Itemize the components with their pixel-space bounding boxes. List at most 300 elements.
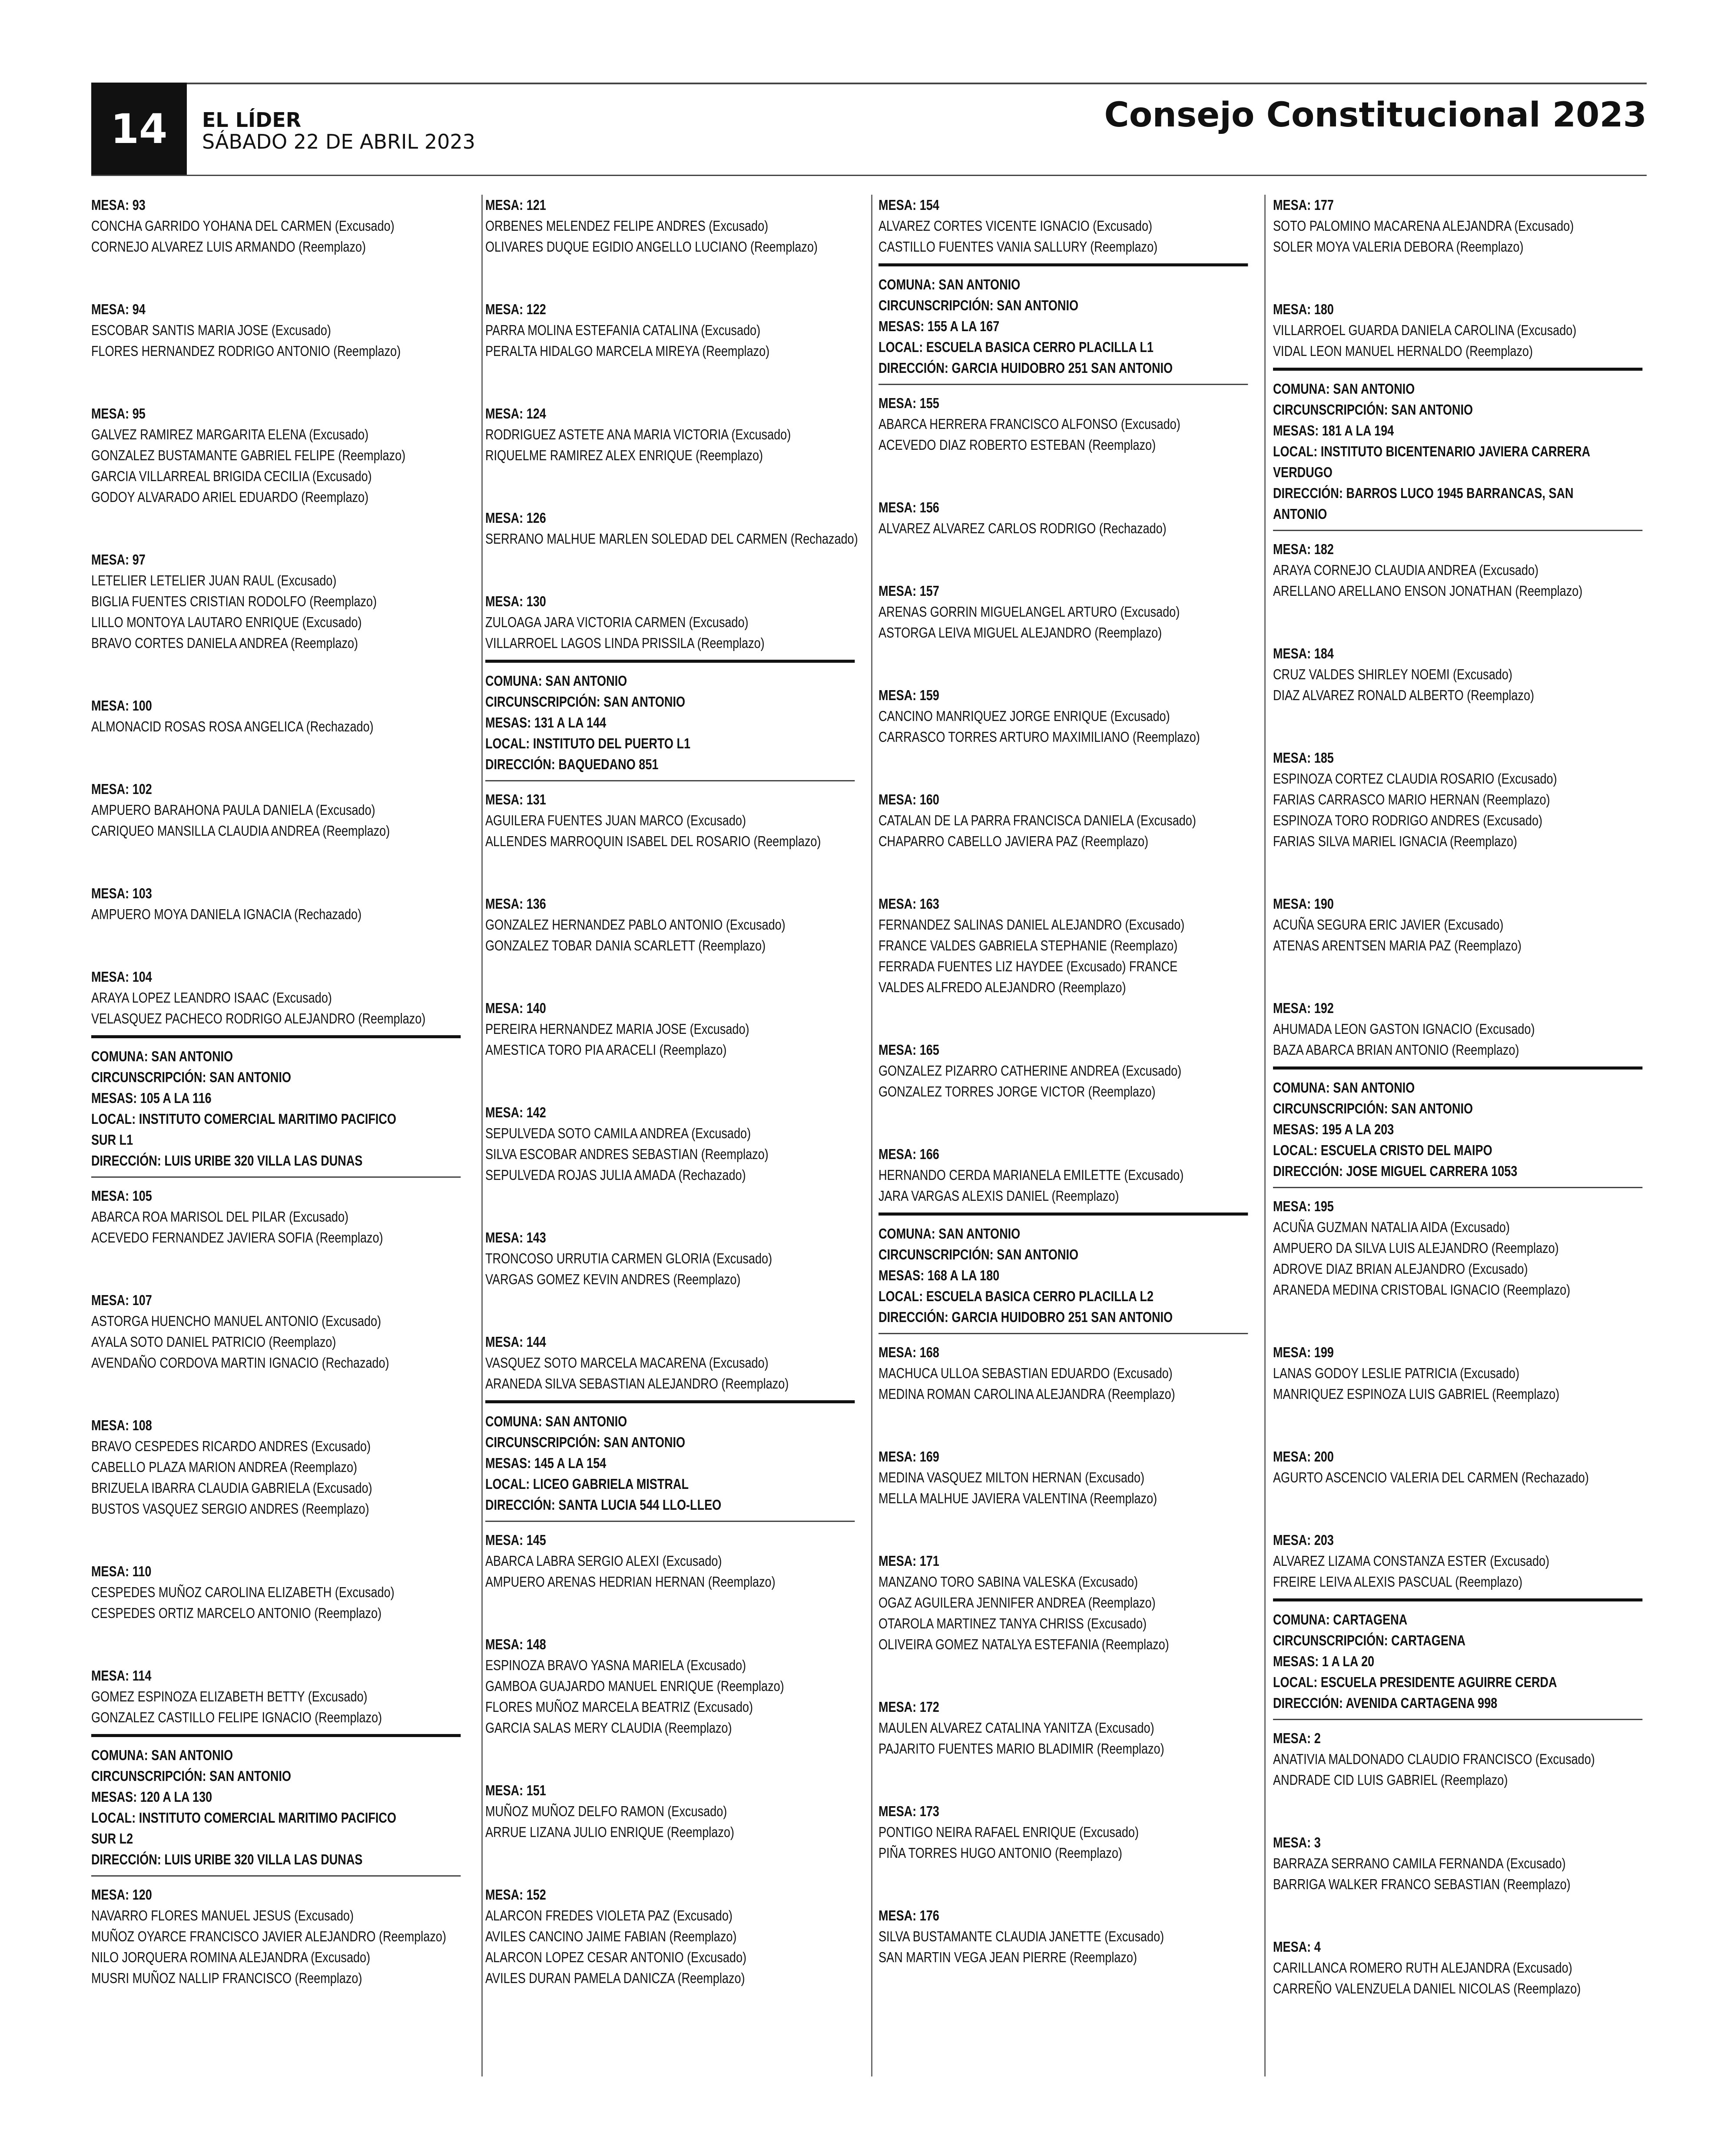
- mesa-label: MESA: 144: [485, 1334, 546, 1350]
- spacer: [91, 257, 394, 299]
- member-name: ARANEDA MEDINA CRISTOBAL IGNACIO (Reemplazo): [1273, 1282, 1571, 1298]
- venue-line: CIRCUNSCRIPCIÓN: SAN ANTONIO: [879, 297, 1079, 313]
- member-name: FERRADA FUENTES LIZ HAYDEE (Excusado) FRANCE: [879, 958, 1178, 974]
- spacer: [879, 998, 1181, 1040]
- venue-line: LOCAL: INSTITUTO DEL PUERTO L1: [485, 735, 691, 751]
- member-name: AGUILERA FUENTES JUAN MARCO (Excusado): [485, 812, 746, 828]
- member-name: PAJARITO FUENTES MARIO BLADIMIR (Reemplazo): [879, 1741, 1164, 1757]
- mesa-label: MESA: 163: [879, 896, 939, 912]
- mesa-label: MESA: 177: [1273, 197, 1334, 213]
- member-name: LANAS GODOY LESLIE PATRICIA (Excusado): [1273, 1365, 1519, 1381]
- member-name: GARCIA VILLARREAL BRIGIDA CECILIA (Excusado): [91, 468, 372, 484]
- venue-line: DIRECCIÓN: SANTA LUCIA 544 LLO-LLEO: [485, 1497, 722, 1513]
- spacer: [485, 362, 788, 403]
- spacer: [879, 1864, 1181, 1905]
- publication-date: SÁBADO 22 DE ABRIL 2023: [202, 130, 475, 153]
- spacer: [485, 1060, 788, 1102]
- member-name: ACEVEDO FERNANDEZ JAVIERA SOFIA (Reemplazo): [91, 1229, 383, 1246]
- member-name: AMPUERO DA SILVA LUIS ALEJANDRO (Reemplazo): [1273, 1240, 1559, 1256]
- member-name: ARAYA CORNEJO CLAUDIA ANDREA (Excusado): [1273, 562, 1539, 578]
- member-name: GONZALEZ PIZARRO CATHERINE ANDREA (Excusado): [879, 1063, 1182, 1079]
- member-name: ORBENES MELENDEZ FELIPE ANDRES (Excusado): [485, 218, 769, 234]
- mesa-block: [91, 403, 406, 508]
- member-name: ALMONACID ROSAS ROSA ANGELICA (Rechazado): [91, 718, 374, 734]
- venue-line: MESAS: 195 A LA 203: [1273, 1121, 1394, 1137]
- mesa-block: [91, 1561, 394, 1624]
- member-name: GONZALEZ BUSTAMANTE GABRIEL FELIPE (Reemplazo): [91, 447, 406, 463]
- mesa-block: [879, 393, 1181, 455]
- member-name: VALDES ALFREDO ALEJANDRO (Reemplazo): [879, 979, 1126, 995]
- member-name: GARCIA SALAS MERY CLAUDIA (Reemplazo): [485, 1720, 732, 1736]
- mesa-block: [485, 508, 858, 549]
- venue-line: COMUNA: SAN ANTONIO: [879, 276, 1021, 292]
- mesa-label: MESA: 95: [91, 405, 146, 422]
- venue-rule: [1273, 530, 1642, 531]
- spacer: [485, 257, 788, 299]
- spacer: [485, 1843, 788, 1884]
- venue-line: COMUNA: SAN ANTONIO: [485, 1413, 627, 1429]
- member-name: GODOY ALVARADO ARIEL EDUARDO (Reemplazo): [91, 489, 369, 505]
- venue-line: COMUNA: SAN ANTONIO: [879, 1226, 1021, 1242]
- page-header: [91, 83, 1647, 176]
- member-name: SEPULVEDA ROJAS JULIA AMADA (Rechazado): [485, 1167, 746, 1183]
- member-name: BIGLIA FUENTES CRISTIAN RODOLFO (Reemplazo): [91, 593, 377, 609]
- section-rule: [485, 1400, 855, 1403]
- spacer: [485, 1290, 788, 1332]
- member-name: ABARCA HERRERA FRANCISCO ALFONSO (Excusado): [879, 416, 1180, 432]
- mesa-block: [91, 1186, 394, 1248]
- member-name: BRAVO CORTES DANIELA ANDREA (Reemplazo): [91, 635, 358, 651]
- venue-header: [879, 274, 1181, 379]
- mesa-block: [1273, 747, 1576, 852]
- member-name: CESPEDES MUÑOZ CAROLINA ELIZABETH (Excusado): [91, 1584, 395, 1600]
- venue-line: MESAS: 155 A LA 167: [879, 318, 1000, 334]
- member-name: CANCINO MANRIQUEZ JORGE ENRIQUE (Excusado): [879, 708, 1170, 724]
- member-name: ESPINOZA CORTEZ CLAUDIA ROSARIO (Excusado): [1273, 771, 1557, 787]
- mesa-label: MESA: 173: [879, 1803, 939, 1819]
- spacer: [91, 737, 394, 779]
- member-name: ALVAREZ CORTES VICENTE IGNACIO (Excusado): [879, 218, 1153, 234]
- mesa-block: [91, 1665, 394, 1728]
- member-name: LETELIER LETELIER JUAN RAUL (Excusado): [91, 572, 337, 588]
- member-name: BUSTOS VASQUEZ SERGIO ANDRES (Reemplazo): [91, 1501, 369, 1517]
- spacer: [1273, 706, 1576, 747]
- section-rule: [485, 660, 855, 663]
- spacer: [879, 643, 1181, 685]
- mesa-block: [1273, 1196, 1576, 1300]
- member-name: SEPULVEDA SOTO CAMILA ANDREA (Excusado): [485, 1125, 751, 1141]
- member-name: GAMBOA GUAJARDO MANUEL ENRIQUE (Reemplazo): [485, 1678, 784, 1694]
- member-name: MUSRI MUÑOZ NALLIP FRANCISCO (Reemplazo): [91, 1970, 362, 1986]
- section-rule: [91, 1734, 461, 1737]
- mesa-label: MESA: 190: [1273, 896, 1334, 912]
- member-name: AMPUERO BARAHONA PAULA DANIELA (Excusado): [91, 802, 375, 818]
- mesa-label: MESA: 152: [485, 1887, 546, 1903]
- member-name: ABARCA LABRA SERGIO ALEXI (Excusado): [485, 1553, 722, 1569]
- venue-line: CIRCUNSCRIPCIÓN: SAN ANTONIO: [485, 694, 686, 710]
- member-name: FREIRE LEIVA ALEXIS PASCUAL (Reemplazo): [1273, 1574, 1522, 1590]
- spacer: [91, 1519, 394, 1561]
- mesa-label: MESA: 107: [91, 1292, 152, 1308]
- spacer: [1273, 601, 1576, 643]
- column-4-flow: [1273, 195, 1595, 1999]
- spacer: [1273, 1300, 1576, 1342]
- mesa-label: MESA: 122: [485, 301, 546, 317]
- member-name: ACEVEDO DIAZ ROBERTO ESTEBAN (Reemplazo): [879, 437, 1156, 453]
- venue-header: [1273, 1077, 1576, 1182]
- mesa-label: MESA: 104: [91, 969, 152, 985]
- venue-line: DIRECCIÓN: GARCIA HUIDOBRO 251 SAN ANTONIO: [879, 1309, 1173, 1325]
- member-name: GONZALEZ HERNANDEZ PABLO ANTONIO (Excusado): [485, 917, 786, 933]
- mesa-label: MESA: 130: [485, 593, 546, 609]
- member-name: HERNANDO CERDA MARIANELA EMILETTE (Excusado): [879, 1167, 1184, 1183]
- mesa-label: MESA: 94: [91, 301, 146, 317]
- section-rule: [1273, 1598, 1642, 1601]
- mesa-block: [1273, 539, 1583, 601]
- venue-line: MESAS: 105 A LA 116: [91, 1090, 212, 1106]
- member-name: ASTORGA LEIVA MIGUEL ALEJANDRO (Reemplazo): [879, 625, 1162, 641]
- member-name: GOMEZ ESPINOZA ELIZABETH BETTY (Excusado): [91, 1688, 368, 1704]
- mesa-label: MESA: 160: [879, 791, 939, 807]
- venue-line: COMUNA: SAN ANTONIO: [91, 1048, 233, 1064]
- mesa-block: [1273, 299, 1576, 362]
- member-name: PONTIGO NEIRA RAFAEL ENRIQUE (Excusado): [879, 1824, 1139, 1840]
- mesa-block: [1273, 1832, 1576, 1895]
- member-name: ARRUE LIZANA JULIO ENRIQUE (Reemplazo): [485, 1824, 734, 1840]
- newspaper-brand: EL LÍDER: [202, 108, 302, 132]
- member-name: MEDINA VASQUEZ MILTON HERNAN (Excusado): [879, 1469, 1144, 1485]
- mesa-label: MESA: 145: [485, 1532, 546, 1548]
- mesa-block: [879, 685, 1200, 747]
- member-name: BARRIGA WALKER FRANCO SEBASTIAN (Reemplazo): [1273, 1876, 1571, 1892]
- spacer: [879, 747, 1181, 789]
- venue-rule: [485, 780, 855, 781]
- spacer: [879, 539, 1181, 581]
- member-name: CORNEJO ALVAREZ LUIS ARMANDO (Reemplazo): [91, 239, 366, 255]
- member-name: CARREÑO VALENZUELA DANIEL NICOLAS (Reemplazo): [1273, 1980, 1581, 1997]
- mesa-label: MESA: 151: [485, 1782, 546, 1798]
- member-name: OGAZ AGUILERA JENNIFER ANDREA (Reemplazo): [879, 1595, 1156, 1611]
- member-name: OTAROLA MARTINEZ TANYA CHRISS (Excusado): [879, 1615, 1147, 1631]
- venue-line: SUR L2: [91, 1830, 133, 1847]
- member-name: DIAZ ALVAREZ RONALD ALBERTO (Reemplazo): [1273, 687, 1535, 703]
- member-name: MANRIQUEZ ESPINOZA LUIS GABRIEL (Reemplazo): [1273, 1386, 1560, 1402]
- venue-line: DIRECCIÓN: LUIS URIBE 320 VILLA LAS DUNAS: [91, 1153, 363, 1169]
- venue-rule: [879, 1333, 1248, 1334]
- member-name: BAZA ABARCA BRIAN ANTONIO (Reemplazo): [1273, 1042, 1519, 1058]
- member-name: PIÑA TORRES HUGO ANTONIO (Reemplazo): [879, 1845, 1122, 1861]
- spacer: [485, 852, 788, 894]
- member-name: NAVARRO FLORES MANUEL JESUS (Excusado): [91, 1907, 354, 1923]
- mesa-block: [879, 1040, 1181, 1102]
- member-name: ALVAREZ ALVAREZ CARLOS RODRIGO (Rechazado): [879, 520, 1167, 536]
- mesa-label: MESA: 192: [1273, 1000, 1334, 1016]
- mesa-block: [1273, 1728, 1595, 1791]
- member-name: GONZALEZ TORRES JORGE VICTOR (Reemplazo): [879, 1083, 1156, 1100]
- mesa-block: [879, 894, 1185, 998]
- member-name: ALVAREZ LIZAMA CONSTANZA ESTER (Excusado): [1273, 1553, 1550, 1569]
- spacer: [879, 852, 1181, 894]
- member-name: PEREIRA HERNANDEZ MARIA JOSE (Excusado): [485, 1021, 749, 1037]
- section-rule: [879, 263, 1248, 266]
- member-name: MUÑOZ OYARCE FRANCISCO JAVIER ALEJANDRO (Reemplazo): [91, 1928, 446, 1944]
- member-name: AGURTO ASCENCIO VALERIA DEL CARMEN (Rechazado): [1273, 1469, 1589, 1485]
- venue-line: LOCAL: INSTITUTO BICENTENARIO JAVIERA CARRERA: [1273, 443, 1591, 459]
- member-name: BRAVO CESPEDES RICARDO ANDRES (Excusado): [91, 1438, 371, 1454]
- member-name: SOTO PALOMINO MACARENA ALEJANDRA (Excusado): [1273, 218, 1574, 234]
- member-name: ACUÑA GUZMAN NATALIA AIDA (Excusado): [1273, 1219, 1510, 1235]
- column-2: [485, 195, 858, 2076]
- venue-line: CIRCUNSCRIPCIÓN: SAN ANTONIO: [91, 1768, 292, 1784]
- mesa-block: [1273, 1937, 1581, 1999]
- venue-line: COMUNA: SAN ANTONIO: [91, 1747, 233, 1763]
- mesa-block: [91, 299, 401, 362]
- mesa-label: MESA: 93: [91, 197, 146, 213]
- member-name: ATENAS ARENTSEN MARIA PAZ (Reemplazo): [1273, 937, 1522, 953]
- venue-header: [91, 1745, 397, 1870]
- mesa-label: MESA: 185: [1273, 750, 1334, 766]
- mesa-label: MESA: 180: [1273, 301, 1334, 317]
- spacer: [91, 1624, 394, 1665]
- mesa-block: [1273, 1446, 1589, 1488]
- section-rule: [1273, 368, 1642, 371]
- member-name: ANDRADE CID LUIS GABRIEL (Reemplazo): [1273, 1772, 1508, 1788]
- mesa-block: [1273, 1530, 1576, 1592]
- member-name: ADROVE DIAZ BRIAN ALEJANDRO (Excusado): [1273, 1261, 1528, 1277]
- spacer: [485, 1738, 788, 1780]
- mesa-block: [91, 695, 394, 737]
- mesa-label: MESA: 3: [1273, 1834, 1321, 1850]
- member-name: SILVA BUSTAMANTE CLAUDIA JANETTE (Excusado): [879, 1928, 1164, 1944]
- mesa-label: MESA: 195: [1273, 1198, 1334, 1214]
- venue-line: CIRCUNSCRIPCIÓN: SAN ANTONIO: [91, 1069, 292, 1085]
- member-name: VILLARROEL GUARDA DANIELA CAROLINA (Excusado): [1273, 322, 1577, 338]
- page-number: 14: [91, 83, 187, 176]
- mesa-block: [91, 1884, 446, 1989]
- mesa-block: [485, 1530, 788, 1592]
- mesa-label: MESA: 165: [879, 1042, 939, 1058]
- member-name: ANATIVIA MALDONADO CLAUDIO FRANCISCO (Excusado): [1273, 1751, 1595, 1767]
- spacer: [1273, 852, 1576, 894]
- member-name: OLIVEIRA GOMEZ NATALYA ESTEFANIA (Reemplazo): [879, 1636, 1169, 1652]
- venue-line: DIRECCIÓN: LUIS URIBE 320 VILLA LAS DUNAS: [91, 1851, 363, 1867]
- member-name: ARAYA LOPEZ LEANDRO ISAAC (Excusado): [91, 990, 332, 1006]
- column-1-flow: [91, 195, 446, 1989]
- member-name: NILO JORQUERA ROMINA ALEJANDRA (Excusado): [91, 1949, 371, 1965]
- spacer: [879, 1655, 1181, 1697]
- mesa-block: [879, 1144, 1184, 1206]
- member-name: SERRANO MALHUE MARLEN SOLEDAD DEL CARMEN (Rechazado): [485, 531, 858, 547]
- mesa-block: [91, 1415, 394, 1519]
- section-title: Consejo Constitucional 2023: [1104, 96, 1647, 135]
- mesa-label: MESA: 131: [485, 791, 546, 807]
- spacer: [91, 1373, 394, 1415]
- member-name: ALARCON FREDES VIOLETA PAZ (Excusado): [485, 1907, 733, 1923]
- venue-line: COMUNA: SAN ANTONIO: [1273, 381, 1415, 397]
- member-name: ESCOBAR SANTIS MARIA JOSE (Excusado): [91, 322, 331, 338]
- venue-header: [879, 1223, 1181, 1328]
- column-divider: [481, 195, 483, 2076]
- mesa-label: MESA: 156: [879, 499, 939, 515]
- venue-line: DIRECCIÓN: GARCIA HUIDOBRO 251 SAN ANTONIO: [879, 360, 1173, 376]
- venue-header: [1273, 1609, 1576, 1714]
- mesa-block: [879, 1905, 1181, 1968]
- venue-line: MESAS: 1 A LA 20: [1273, 1653, 1375, 1669]
- member-name: BARRAZA SERRANO CAMILA FERNANDA (Excusado): [1273, 1855, 1566, 1871]
- spacer: [485, 1186, 788, 1227]
- member-name: SILVA ESCOBAR ANDRES SEBASTIAN (Reemplazo): [485, 1146, 769, 1162]
- venue-line: CIRCUNSCRIPCIÓN: CARTAGENA: [1273, 1632, 1465, 1648]
- mesa-block: [879, 1446, 1181, 1509]
- member-name: FRANCE VALDES GABRIELA STEPHANIE (Reemplazo): [879, 937, 1178, 953]
- section-rule: [91, 1035, 461, 1038]
- venue-line: CIRCUNSCRIPCIÓN: SAN ANTONIO: [1273, 402, 1473, 418]
- venue-rule: [1273, 1187, 1642, 1188]
- mesa-block: [485, 1332, 788, 1394]
- member-name: VELASQUEZ PACHECO RODRIGO ALEJANDRO (Reemplazo): [91, 1010, 426, 1027]
- spacer: [879, 1405, 1181, 1446]
- member-name: FLORES HERNANDEZ RODRIGO ANTONIO (Reemplazo): [91, 343, 401, 359]
- member-name: FARIAS CARRASCO MARIO HERNAN (Reemplazo): [1273, 791, 1550, 807]
- spacer: [879, 1509, 1181, 1551]
- member-name: OLIVARES DUQUE EGIDIO ANGELLO LUCIANO (Reemplazo): [485, 239, 818, 255]
- column-2-flow: [485, 195, 858, 1989]
- mesa-label: MESA: 199: [1273, 1344, 1334, 1360]
- member-name: ASTORGA HUENCHO MANUEL ANTONIO (Excusado): [91, 1313, 381, 1329]
- member-name: JARA VARGAS ALEXIS DANIEL (Reemplazo): [879, 1188, 1119, 1204]
- mesa-label: MESA: 2: [1273, 1730, 1321, 1746]
- mesa-label: MESA: 100: [91, 698, 152, 714]
- member-name: MUÑOZ MUÑOZ DELFO RAMON (Excusado): [485, 1803, 727, 1819]
- member-name: ARENAS GORRIN MIGUELANGEL ARTURO (Excusado): [879, 604, 1180, 620]
- venue-line: MESAS: 131 A LA 144: [485, 714, 607, 731]
- header-top-rule: [91, 83, 1647, 84]
- venue-line: MESAS: 168 A LA 180: [879, 1267, 1000, 1283]
- venue-line: LOCAL: ESCUELA BASICA CERRO PLACILLA L2: [879, 1288, 1154, 1304]
- venue-line: DIRECCIÓN: JOSE MIGUEL CARRERA 1053: [1273, 1163, 1518, 1179]
- venue-line: SUR L1: [91, 1132, 133, 1148]
- spacer: [1273, 1488, 1576, 1530]
- member-name: AMPUERO MOYA DANIELA IGNACIA (Rechazado): [91, 906, 362, 922]
- spacer: [485, 466, 788, 508]
- column-3-flow: [879, 195, 1200, 1968]
- column-4: [1273, 195, 1642, 2076]
- mesa-label: MESA: 171: [879, 1553, 939, 1569]
- mesa-label: MESA: 136: [485, 896, 546, 912]
- spacer: [1273, 1791, 1576, 1832]
- mesa-block: [485, 591, 788, 654]
- mesa-block: [91, 195, 394, 257]
- mesa-block: [879, 581, 1181, 643]
- venue-header: [1273, 379, 1591, 525]
- venue-line: LOCAL: INSTITUTO COMERCIAL MARITIMO PACIFICO: [91, 1810, 397, 1826]
- mesa-block: [879, 1801, 1181, 1864]
- venue-line: CIRCUNSCRIPCIÓN: SAN ANTONIO: [1273, 1100, 1473, 1116]
- member-name: FLORES MUÑOZ MARCELA BEATRIZ (Excusado): [485, 1699, 753, 1715]
- venue-line: COMUNA: SAN ANTONIO: [1273, 1080, 1415, 1096]
- spacer: [1273, 956, 1576, 998]
- mesa-block: [485, 789, 821, 852]
- member-name: GONZALEZ TOBAR DANIA SCARLETT (Reemplazo): [485, 937, 766, 953]
- mesa-label: MESA: 114: [91, 1668, 152, 1684]
- member-name: VARGAS GOMEZ KEVIN ANDRES (Reemplazo): [485, 1271, 741, 1287]
- venue-line: MESAS: 120 A LA 130: [91, 1789, 212, 1805]
- column-1: [91, 195, 461, 2076]
- venue-rule: [485, 1521, 855, 1522]
- member-name: ARELLANO ARELLANO ENSON JONATHAN (Reemplazo): [1273, 583, 1583, 599]
- mesa-label: MESA: 182: [1273, 541, 1334, 557]
- mesa-label: MESA: 120: [91, 1887, 152, 1903]
- mesa-block: [91, 883, 394, 925]
- section-rule: [1273, 1066, 1642, 1070]
- member-name: FARIAS SILVA MARIEL IGNACIA (Reemplazo): [1273, 833, 1517, 849]
- mesa-block: [1273, 998, 1576, 1060]
- venue-line: CIRCUNSCRIPCIÓN: SAN ANTONIO: [485, 1434, 686, 1450]
- venue-header: [91, 1046, 397, 1171]
- member-name: ABARCA ROA MARISOL DEL PILAR (Excusado): [91, 1209, 349, 1225]
- venue-line: LOCAL: ESCUELA PRESIDENTE AGUIRRE CERDA: [1273, 1674, 1557, 1690]
- section-rule: [879, 1213, 1248, 1216]
- spacer: [91, 841, 394, 883]
- member-name: ALARCON LOPEZ CESAR ANTONIO (Excusado): [485, 1949, 747, 1965]
- member-name: CABELLO PLAZA MARION ANDREA (Reemplazo): [91, 1459, 358, 1475]
- mesa-label: MESA: 108: [91, 1417, 152, 1433]
- member-name: CARILLANCA ROMERO RUTH ALEJANDRA (Excusado): [1273, 1960, 1572, 1976]
- member-name: VILLARROEL LAGOS LINDA PRISSILA (Reemplazo): [485, 635, 765, 651]
- mesa-block: [1273, 894, 1576, 956]
- column-3: [879, 195, 1248, 2076]
- member-name: CESPEDES ORTIZ MARCELO ANTONIO (Reemplazo): [91, 1605, 382, 1621]
- member-name: AYALA SOTO DANIEL PATRICIO (Reemplazo): [91, 1334, 336, 1350]
- venue-line: VERDUGO: [1273, 464, 1333, 480]
- mesa-label: MESA: 154: [879, 197, 939, 213]
- mesa-label: MESA: 140: [485, 1000, 546, 1016]
- venue-line: LOCAL: ESCUELA BASICA CERRO PLACILLA L1: [879, 339, 1154, 355]
- member-name: CATALAN DE LA PARRA FRANCISCA DANIELA (Excusado): [879, 812, 1196, 828]
- mesa-label: MESA: 166: [879, 1146, 939, 1162]
- member-name: CRUZ VALDES SHIRLEY NOEMI (Excusado): [1273, 666, 1512, 682]
- mesa-block: [879, 1551, 1181, 1655]
- venue-line: COMUNA: SAN ANTONIO: [485, 673, 627, 689]
- venue-line: ANTONIO: [1273, 506, 1327, 522]
- member-name: LILLO MONTOYA LAUTARO ENRIQUE (Excusado): [91, 614, 362, 630]
- mesa-block: [485, 299, 788, 362]
- member-name: PARRA MOLINA ESTEFANIA CATALINA (Excusado): [485, 322, 761, 338]
- spacer: [485, 956, 788, 998]
- venue-line: LOCAL: ESCUELA CRISTO DEL MAIPO: [1273, 1142, 1492, 1158]
- mesa-label: MESA: 155: [879, 395, 939, 411]
- mesa-label: MESA: 203: [1273, 1532, 1334, 1548]
- mesa-block: [1273, 195, 1576, 257]
- mesa-label: MESA: 110: [91, 1563, 152, 1579]
- mesa-block: [1273, 1342, 1576, 1405]
- member-name: VIDAL LEON MANUEL HERNALDO (Reemplazo): [1273, 343, 1533, 359]
- member-name: BRIZUELA IBARRA CLAUDIA GABRIELA (Excusado): [91, 1480, 372, 1496]
- mesa-label: MESA: 148: [485, 1636, 546, 1652]
- spacer: [91, 362, 394, 403]
- venue-line: MESAS: 181 A LA 194: [1273, 422, 1394, 439]
- member-name: MELLA MALHUE JAVIERA VALENTINA (Reemplazo): [879, 1490, 1157, 1506]
- mesa-block: [485, 998, 788, 1060]
- mesa-label: MESA: 121: [485, 197, 546, 213]
- spacer: [879, 1759, 1181, 1801]
- venue-line: DIRECCIÓN: AVENIDA CARTAGENA 998: [1273, 1695, 1498, 1711]
- mesa-label: MESA: 168: [879, 1344, 939, 1360]
- venue-rule: [91, 1875, 461, 1877]
- mesa-block: [485, 195, 818, 257]
- member-name: ZULOAGA JARA VICTORIA CARMEN (Excusado): [485, 614, 749, 630]
- spacer: [91, 1248, 394, 1290]
